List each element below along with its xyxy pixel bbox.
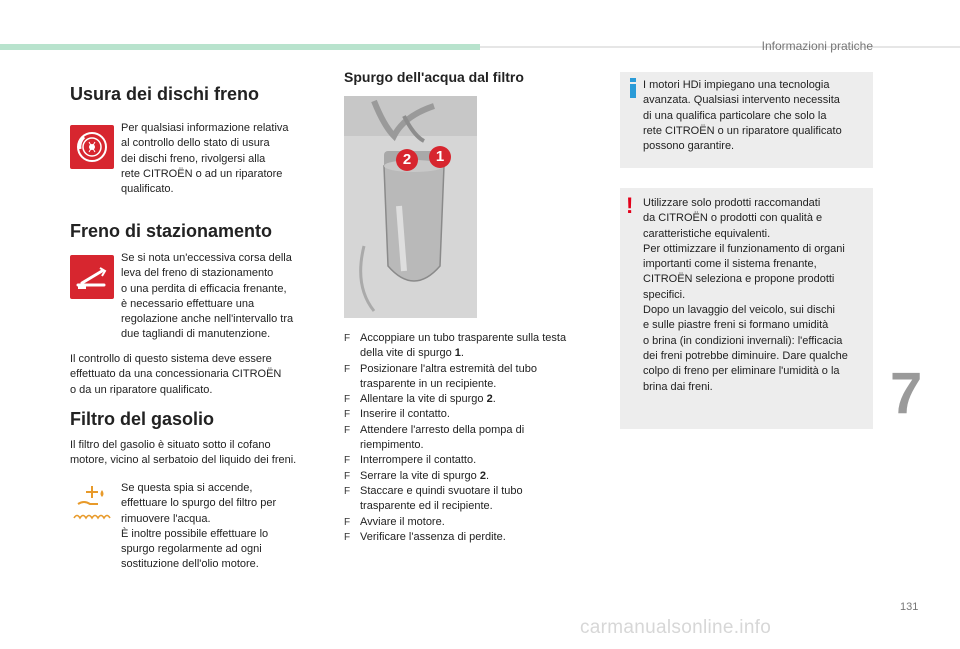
section-header-title: Informazioni pratiche: [761, 39, 873, 53]
step-line: Attendere l'arresto della pompa di: [360, 423, 525, 436]
info-icon: [628, 78, 638, 98]
parking-brake-icon: [70, 255, 114, 299]
drain-step: [344, 469, 594, 484]
spurgo-title: Spurgo dell'acqua dal filtro: [344, 69, 524, 85]
header-rule: [480, 46, 960, 48]
step-line: trasparente in un recipiente.: [360, 377, 497, 390]
drain-step: [344, 392, 594, 407]
step-marker: F: [344, 516, 351, 528]
filtro-title: Filtro del gasolio: [70, 409, 215, 429]
freno-title: Freno di stazionamento: [70, 221, 273, 241]
step-line: Allentare la vite di spurgo 2.: [360, 393, 496, 406]
fuel-filter-photo: [344, 96, 477, 318]
freno-note: Il controllo di questo sistema deve essere effettuato da una concessionaria CITROËN o da un riparatore qualificato.: [70, 353, 282, 396]
drain-step: [344, 423, 594, 454]
step-marker: F: [344, 363, 351, 375]
warning-box-text: Utilizzare solo prodotti raccomandati da CITROËN o prodotti con qualità e caratteristiche equivalenti. Per ottimizzare il funzionamento di organi importanti come il sistema frenante, CITROËN seleziona e propone prodotti specifici. Dopo un lavaggio del veicolo, sui dischi e sulle piastre freni si formano umidità o brina (in condizioni invernali): l'efficacia dei freni potrebbe diminuire. Dare qualche colpo di freno per eliminare l'umidità o la brina dai freni.: [643, 197, 848, 393]
info-box-text: I motori HDi impiegano una tecnologia avanzata. Qualsiasi intervento necessita di una qualifica particolare che solo la rete CITROËN o un riparatore qualificato possono garantire.: [643, 79, 842, 153]
usura-title: Usura dei dischi freno: [70, 84, 260, 104]
step-line: Staccare e quindi svuotare il tubo: [360, 484, 523, 497]
step-line: della vite di spurgo 1.: [360, 347, 464, 360]
step-marker: F: [344, 394, 351, 406]
step-marker: F: [344, 333, 351, 344]
chapter-number: 7: [890, 361, 923, 426]
drain-step: [344, 362, 594, 393]
water-in-fuel-warning-icon: [70, 482, 118, 528]
step-line: Interrompere il contatto.: [360, 454, 477, 467]
freno-text: Se si nota un'eccessiva corsa della leva del freno di stazionamento o una perdita di efficacia frenante, è necessario effettuare una regolazione anche nell'intervallo tra due tagliandi di manutenzione.: [121, 252, 294, 341]
filtro-intro: Il filtro del gasolio è situato sotto il cofano motore, vicino al serbatoio del liquido dei freni.: [70, 439, 297, 467]
drain-step: [344, 453, 594, 468]
step-line: trasparente ed il recipiente.: [360, 500, 493, 513]
step-line: Accoppiare un tubo trasparente sulla testa: [360, 332, 567, 344]
drain-step: [344, 407, 594, 422]
step-marker: F: [344, 485, 351, 497]
step-marker: F: [344, 470, 351, 482]
drain-step: [344, 515, 594, 530]
step-line: Inserire il contatto.: [360, 408, 450, 421]
usura-text: Per qualsiasi informazione relativa al controllo dello stato di usura dei dischi freno, rivolgersi alla rete CITROËN o ad un riparatore qualificato.: [121, 122, 289, 196]
brake-disc-icon: [70, 125, 114, 169]
step-marker: F: [344, 424, 351, 436]
drain-step: [344, 331, 594, 362]
step-marker: F: [344, 455, 351, 467]
drain-step: [344, 484, 594, 515]
step-line: Verificare l'assenza di perdite.: [360, 530, 506, 543]
header-accent-bar: [0, 44, 480, 50]
step-line: Serrare la vite di spurgo 2.: [360, 469, 490, 482]
step-line: Avviare il motore.: [360, 515, 445, 528]
watermark: carmanualsonline.info: [580, 617, 772, 638]
step-line: riempimento.: [360, 439, 424, 452]
page-number: 131: [900, 601, 919, 613]
filtro-text: Se questa spia si accende, effettuare lo spurgo del filtro per rimuovere l'acqua. È inoltre possibile effettuare lo spurgo regolarmente ad ogni sostituzione dell'olio motore.: [121, 482, 277, 571]
warning-exclamation-icon: !: [626, 193, 634, 218]
callout-2: 2: [396, 149, 418, 171]
step-marker: F: [344, 409, 351, 421]
drain-step: [344, 530, 594, 545]
callout-1: 1: [429, 146, 451, 168]
drain-steps-list: [344, 331, 594, 545]
step-line: Posizionare l'altra estremità del tubo: [360, 362, 537, 375]
step-marker: F: [344, 531, 351, 543]
